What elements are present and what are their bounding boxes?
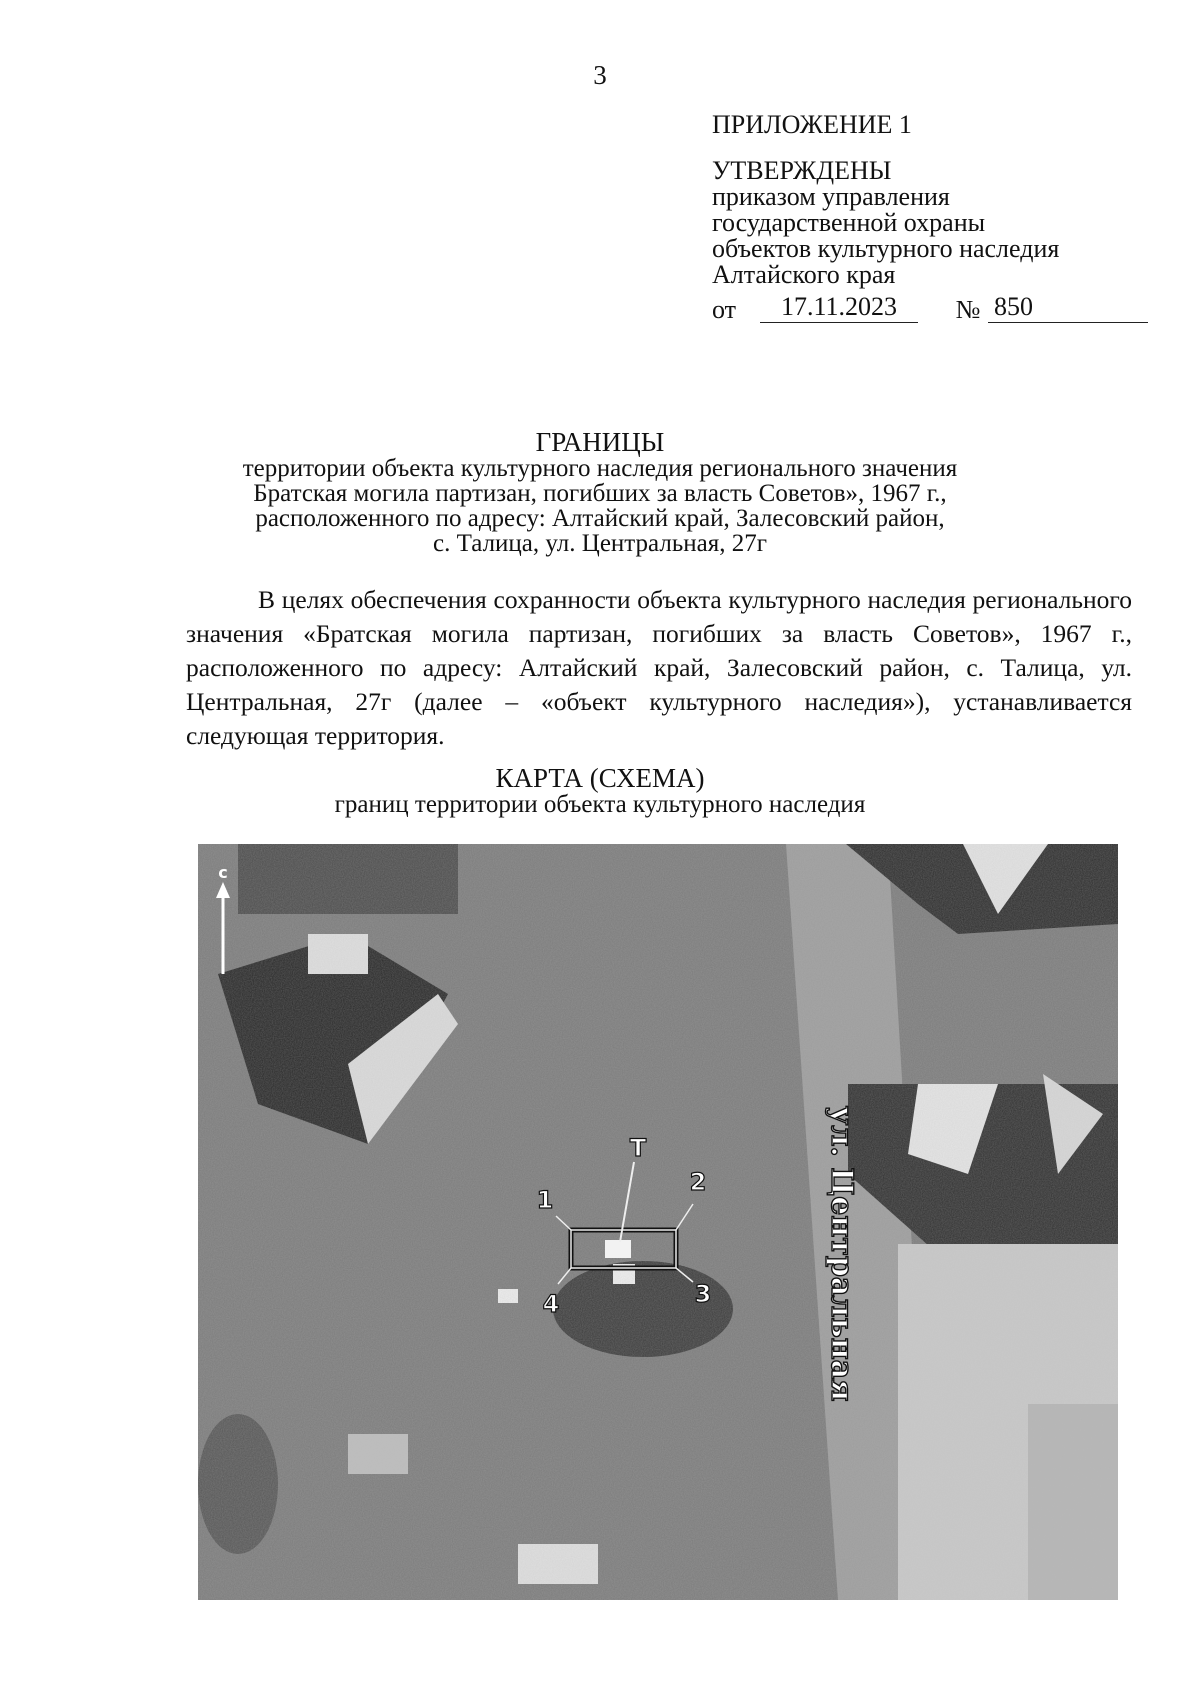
appendix-line: государственной охраны <box>712 208 986 237</box>
heading-line: с. Талица, ул. Центральная, 27г <box>433 530 767 557</box>
order-date: 17.11.2023 <box>760 294 918 323</box>
order-line <box>712 294 1152 323</box>
heading-line: территории объекта культурного наследия регионального значения <box>242 455 958 482</box>
map-heading <box>0 764 1200 818</box>
number-label: № <box>955 295 981 324</box>
approved-label: УТВЕРЖДЕНЫ <box>712 156 892 185</box>
monument-marker <box>605 1240 631 1258</box>
map-image <box>198 844 1118 1600</box>
order-number: 850 <box>988 294 1148 323</box>
appendix-line: приказом управления <box>712 182 950 211</box>
from-label: от <box>712 295 737 324</box>
map-title: КАРТА (СХЕМА) <box>495 763 705 793</box>
point-label-2: 2 <box>689 1168 707 1196</box>
point-label-1: 1 <box>536 1186 554 1214</box>
point-label-3: 3 <box>694 1280 712 1308</box>
body-paragraph: В целях обеспечения сохранности объекта культурного наследия регионального значения «Братская могила партизан, погибших за власть Советов», 1967 г., расположенного по адресу: Алтайский край, Залесовский район, с. Талица, ул. Центральная, 27г (далее – «объект культурного наследия»), устанавливается следующая территория. <box>186 585 1132 750</box>
appendix-title: ПРИЛОЖЕНИЕ 1 <box>712 110 912 139</box>
document-heading <box>0 428 1200 556</box>
point-label-4: 4 <box>542 1290 560 1318</box>
heading-line: Братская могила партизан, погибших за власть Советов», 1967 г., <box>253 480 947 507</box>
heading-title: ГРАНИЦЫ <box>535 427 665 457</box>
map-subtitle: границ территории объекта культурного наследия <box>334 791 866 818</box>
appendix-line: Алтайского края <box>712 260 896 289</box>
heading-line: расположенного по адресу: Алтайский край, Залесовский район, <box>255 505 945 532</box>
map-grain <box>198 844 1118 1600</box>
center-label: Т <box>629 1134 647 1162</box>
map-svg <box>198 844 1118 1600</box>
appendix-line: объектов культурного наследия <box>712 234 1060 263</box>
north-label: с <box>218 863 228 882</box>
street-label: ул. Центральная <box>824 1106 859 1402</box>
page-number: 3 <box>593 60 607 90</box>
appendix-block <box>712 112 1152 323</box>
